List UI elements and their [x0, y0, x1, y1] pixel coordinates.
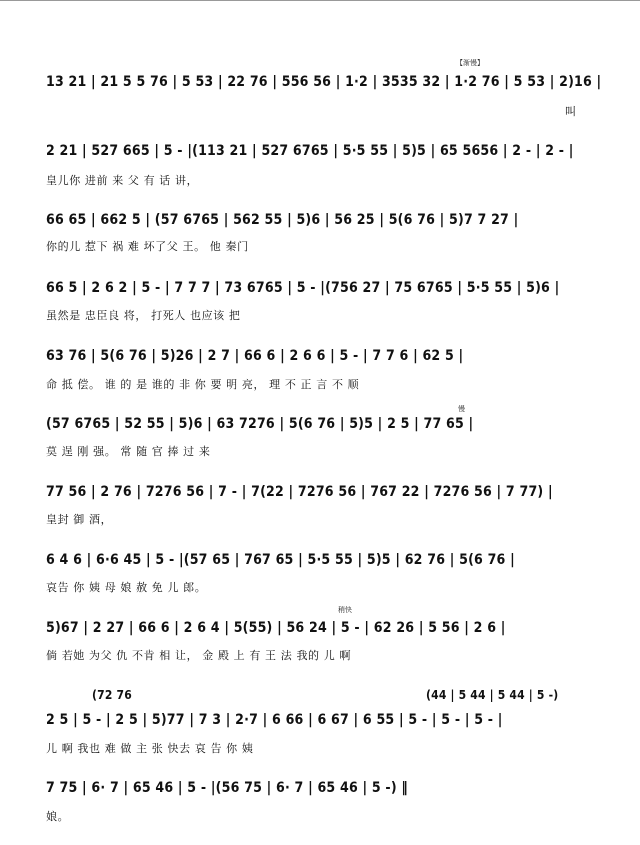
tempo-mark-slowing: 【渐慢】	[456, 59, 484, 67]
lyrics-line-6: 莫 逞 刚 强。 常 随 官 捧 过 来	[46, 445, 211, 458]
lyrics-line-11: 娘。	[46, 810, 70, 823]
notation-line-4: 66 5 | 2 6 2 | 5 - | 7 7 7 | 73 6765 | 5 - |(756 27 | 75 6765 | 5·5 55 | 5)6 |	[46, 280, 560, 296]
lyrics-line-2: 皇儿你 进前 来 父 有 话 讲，	[46, 174, 199, 187]
notation-line-9: 5)67 | 2 27 | 66 6 | 2 6 4 | 5(55) | 56 24 | 5 - | 62 26 | 5 56 | 2 6 |	[46, 620, 506, 636]
notation-line-7: 77 56 | 2 76 | 7276 56 | 7 - | 7(22 | 7276 56 | 767 22 | 7276 56 | 7 77) |	[46, 484, 553, 500]
lyrics-line-7: 皇封 御 酒，	[46, 513, 113, 526]
lyrics-line-4: 虽然是 忠臣良 将， 打死人 也应该 把	[46, 309, 241, 322]
upper-voice-2: (44 | 5 44 | 5 44 | 5 -)	[426, 688, 559, 702]
notation-line-11: 7 75 | 6· 7 | 65 46 | 5 - |(56 75 | 6· 7 | 65 46 | 5 -) ‖	[46, 780, 408, 796]
lyrics-line-8: 哀告 你 姨 母 娘 赦 免 儿 郎。	[46, 581, 207, 594]
notation-line-3: 66 65 | 662 5 | (57 6765 | 562 55 | 5)6 | 56 25 | 5(6 76 | 5)7 7 27 |	[46, 212, 519, 228]
tempo-mark-slightly-fast: 稍快	[338, 606, 352, 614]
top-rule	[0, 0, 640, 1]
lyrics-line-3: 你的儿 惹下 祸 难 坏了父 王。 他 秦门	[46, 240, 249, 253]
notation-line-2: 2 21 | 527 665 | 5 - |(113 21 | 527 6765 | 5·5 55 | 5)5 | 65 5656 | 2 - | 2 - |	[46, 143, 574, 159]
upper-voice-1: (72 76	[92, 688, 132, 702]
lyrics-line-10: 儿 啊 我也 难 做 主 张 快去 哀 告 你 姨	[46, 742, 254, 755]
notation-line-6: (57 6765 | 52 55 | 5)6 | 63 7276 | 5(6 76 | 5)5 | 2 5 | 77 65 |	[46, 416, 474, 432]
notation-line-5: 63 76 | 5(6 76 | 5)26 | 2 7 | 66 6 | 2 6 6 | 5 - | 7 7 6 | 62 5 |	[46, 348, 464, 364]
notation-line-10: 2 5 | 5 - | 2 5 | 5)77 | 7 3 | 2·7 | 6 66 | 6 67 | 6 55 | 5 - | 5 - | 5 - |	[46, 712, 503, 728]
lyrics-line-9: 倘 若她 为父 仇 不肯 相 让， 金 殿 上 有 王 法 我的 儿 啊	[46, 649, 352, 662]
notation-line-8: 6 4 6 | 6·6 45 | 5 - |(57 65 | 767 65 | 5·5 55 | 5)5 | 62 76 | 5(6 76 |	[46, 552, 515, 568]
lyrics-line-5: 命 抵 偿。 谁 的 是 谁的 非 你 要 明 亮， 理 不 正 言 不 顺	[46, 378, 360, 391]
tempo-mark-slow: 慢	[458, 405, 465, 413]
notation-line-1: 13 21 | 21 5 5 76 | 5 53 | 22 76 | 556 56 | 1·2 | 3535 32 | 1·2 76 | 5 53 | 2)16 |	[46, 74, 602, 90]
lyrics-line-1: 叫	[565, 105, 577, 118]
